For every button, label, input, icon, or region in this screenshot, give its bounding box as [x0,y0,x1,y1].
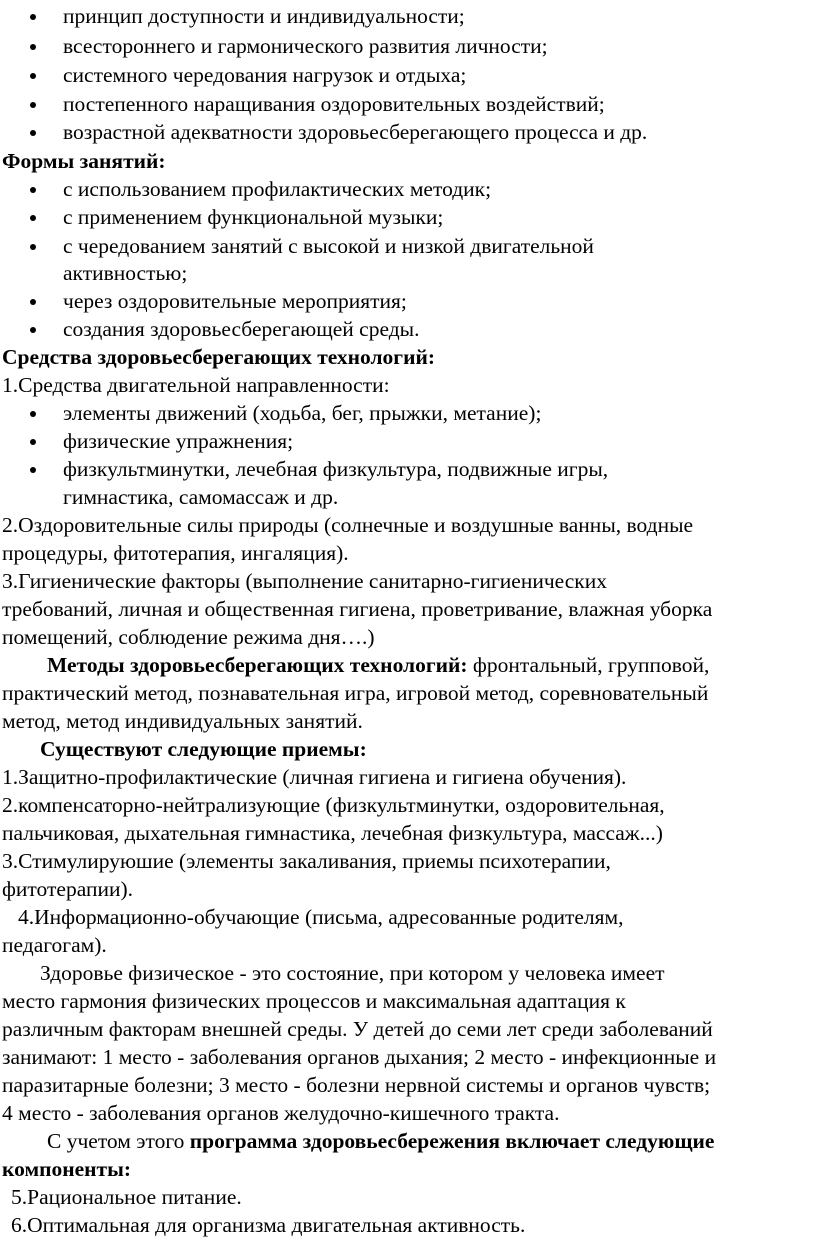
program-first-line [47,1127,714,1155]
means-hygiene-line: 3.Гигиенические факторы (выполнение санитарно-гигиенических [2,569,607,593]
bullet-marker [30,90,40,118]
techniques-line: 1.Защитно-профилактические (личная гигиена и гигиена обучения). [2,765,627,789]
bullet-marker [30,315,40,343]
health-line: различным факторам внешней среды. У детей до семи лет среди заболеваний [2,1017,713,1041]
methods-line: метод, метод индивидуальных занятий. [2,709,363,733]
techniques-line: пальчиковая, дыхательная гимнастика, лечебная физкультура, массаж...) [2,821,663,845]
forms-heading: Формы занятий: [2,149,166,173]
techniques-line: педагогам). [2,933,107,957]
forms-item-continuation: активностью; [63,261,188,285]
forms-item: с применением функциональной музыки; [63,205,444,229]
methods-heading: Методы здоровьесберегающих технологий: [47,653,468,677]
methods-first-line [47,651,709,679]
techniques-heading: Существуют следующие приемы: [40,737,367,761]
means-hygiene-line: требований, личная и общественная гигиена, проветривание, влажная уборка [2,597,713,621]
bullet-marker [30,287,40,315]
bullet-marker [30,61,40,89]
methods-line: практический метод, познавательная игра, игровой метод, соревновательный [2,681,709,705]
program-item: 6.Оптимальная для организма двигательная активность. [11,1213,526,1237]
bullet-marker [30,175,40,203]
health-line: Здоровье физическое - это состояние, при котором у человека имеет [40,961,665,985]
bullet-marker [30,455,40,483]
techniques-line: 3.Стимулируюшие (элементы закаливания, приемы психотерапии, [2,849,611,873]
means-heading: Средства здоровьесберегающих технологий: [2,345,436,369]
forms-item: с использованием профилактических методик; [63,177,492,201]
health-line: 4 место - заболевания органов желудочно-кишечного тракта. [2,1101,560,1125]
forms-item: создания здоровьесберегающей среды. [63,317,420,341]
methods-text: фронтальный, групповой, [467,653,710,677]
motor-item: элементы движений (ходьба, бег, прыжки, метание); [63,401,542,425]
means-motor-title: 1.Средства двигательной направленности: [2,373,390,397]
means-nature-line: процедуры, фитотерапия, ингаляция). [2,541,349,565]
means-nature-line: 2.Оздоровительные силы природы (солнечные и воздушные ванны, водные [2,513,694,537]
health-line: паразитарные болезни; 3 место - болезни нервной системы и органов чувств; [2,1073,711,1097]
bullet-marker [30,203,40,231]
principle-item: постепенного наращивания оздоровительных воздействий; [63,92,605,116]
health-line: занимают: 1 место - заболевания органов дыхания; 2 место - инфекционные и [2,1045,717,1069]
techniques-line: 2.компенсаторно-нейтрализующие (физкультминутки, оздоровительная, [2,793,665,817]
bullet-marker [30,427,40,455]
program-lead: С учетом этого [47,1129,190,1153]
bullet-marker [30,399,40,427]
bullet-marker [30,232,40,260]
motor-item: физические упражнения; [63,429,294,453]
bullet-marker [30,2,40,30]
forms-item: через оздоровительные мероприятия; [63,289,407,313]
motor-item-continuation: гимнастика, самомассаж и др. [63,485,339,509]
program-heading: программа здоровьесбережения включает следующие [189,1129,715,1153]
program-heading-continuation: компоненты: [2,1157,132,1181]
techniques-line: 4.Информационно-обучающие (письма, адресованные родителям, [18,905,624,929]
principle-item: принцип доступности и индивидуальности; [63,4,465,28]
techniques-line: фитотерапии). [2,877,134,901]
forms-item: с чередованием занятий с высокой и низкой двигательной [63,234,594,258]
means-hygiene-line: помещений, соблюдение режима дня….) [2,625,375,649]
principle-item: всестороннего и гармонического развития личности; [63,34,548,58]
principle-item: возрастной адекватности здоровьесберегающего процесса и др. [63,120,648,144]
bullet-marker [30,118,40,146]
bullet-marker [30,32,40,60]
motor-item: физкультминутки, лечебная физкультура, подвижные игры, [63,457,609,481]
health-line: место гармония физических процессов и максимальная адаптация к [2,989,626,1013]
principle-item: системного чередования нагрузок и отдыха; [63,63,467,87]
program-item: 5.Рациональное питание. [11,1185,242,1209]
